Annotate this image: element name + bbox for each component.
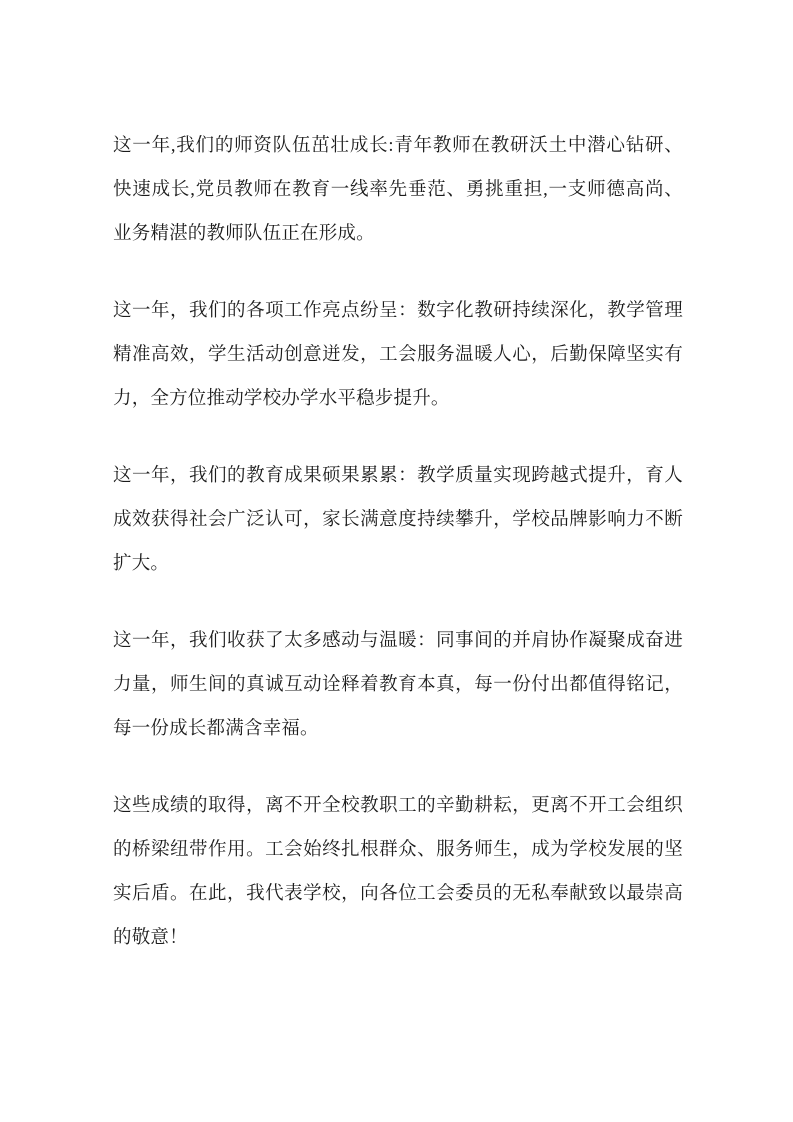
- paragraph: 这一年，我们的各项工作亮点纷呈：数字化教研持续深化，教学管理精准高效，学生活动创意迸发，工会服务温暖人心，后勤保障坚实有力，全方位推动学校办学水平稳步提升。: [113, 301, 683, 409]
- paragraph: 这一年，我们收获了太多感动与温暖：同事间的并肩协作凝聚成奋进力量，师生间的真诚互动诠释着教育本真，每一份付出都值得铭记，每一份成长都满含幸福。: [113, 631, 683, 739]
- paragraph: 这一年，我们的教育成果硕果累累：教学质量实现跨越式提升，育人成效获得社会广泛认可，家长满意度持续攀升，学校品牌影响力不断扩大。: [113, 466, 683, 574]
- document-body: [113, 124, 683, 960]
- paragraph: 这一年,我们的师资队伍茁壮成长:青年教师在教研沃土中潜心钻研、快速成长,党员教师在教育一线率先垂范、勇挑重担,一支师德高尚、业务精湛的教师队伍正在形成。: [113, 136, 683, 244]
- paragraph: 这些成绩的取得，离不开全校教职工的辛勤耕耘，更离不开工会组织的桥梁纽带作用。工会始终扎根群众、服务师生，成为学校发展的坚实后盾。在此，我代表学校，向各位工会委员的无私奉献致以最崇高的敬意！: [113, 796, 683, 948]
